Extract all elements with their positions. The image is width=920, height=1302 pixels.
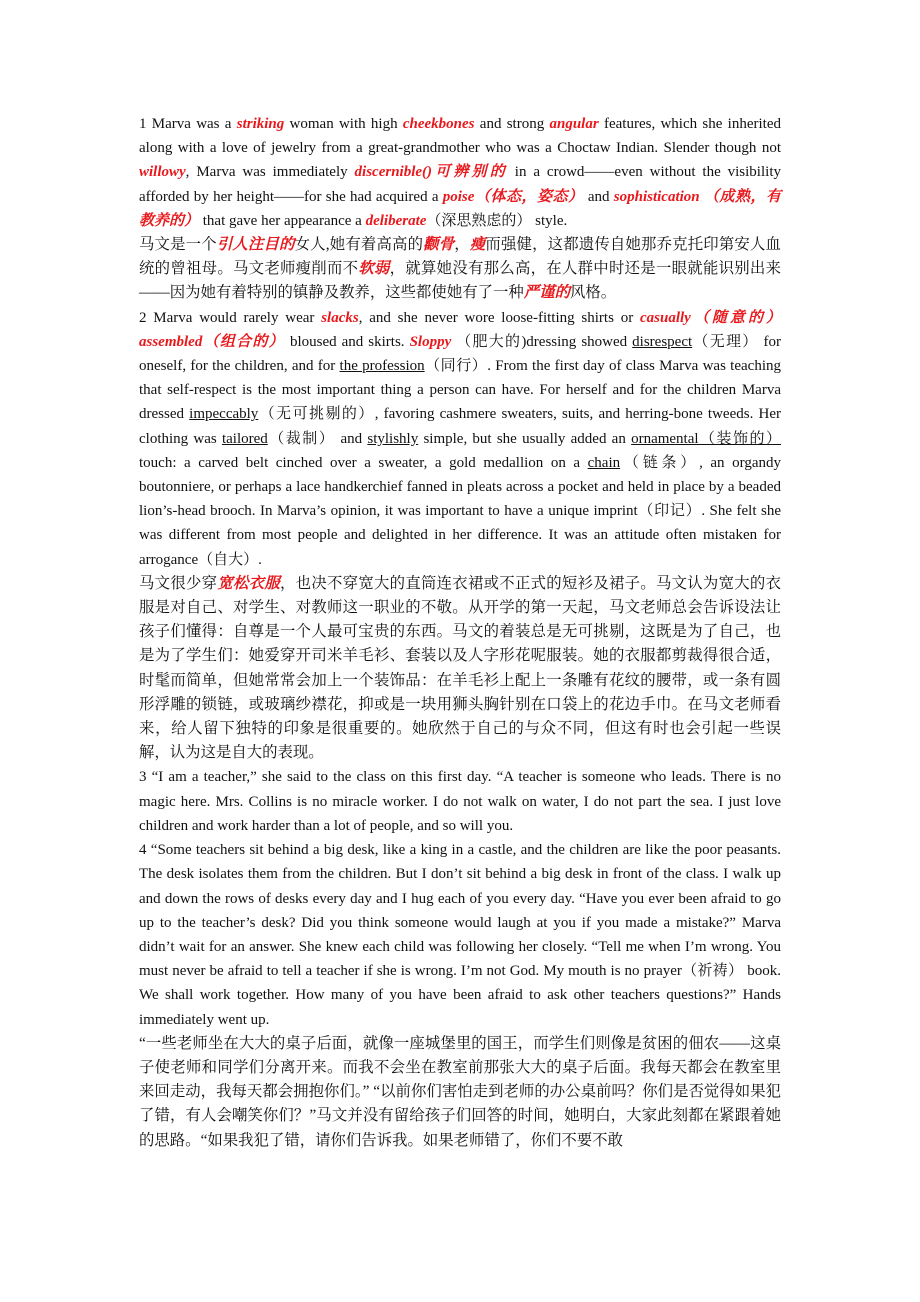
keyword: cheekbones: [402, 116, 475, 132]
paragraph-2-english: 2 Marva would rarely wear slacks, and she never wore loose-fitting shirts or casually（随意的） assembled（组合的） bloused and skirts. Sloppy （肥大的)dressing showed disrespect（无理） for oneself, for the children, and for the profession（同行）. From the first day of class Marva was teaching that self-respect is the most important thing a person can have. For herself and for the children Marva dressed impeccably（无可挑剔的）, favoring cashmere sweaters, suits, and herring-bone tweeds. Her clothing was tailored（裁制） and stylishly simple, but she usually added an ornamental（装饰的） touch: a carved belt cinched over a sweater, a gold medallion on a chain（链条）, an organdy boutonniere, or perhaps a lace handkerchief fanned in pleats across a pocket and held in place by a beaded lion’s-head brooch. In Marva’s opinion, it was important to have a unique imprint（印记）. She felt she was different from most people and delighted in her difference. It was an attitude often mistaken for arrogance（自大）.: [139, 309, 781, 568]
keyword: deliberate: [365, 212, 427, 229]
paragraph-1-english: 1 Marva was a striking woman with high cheekbones and strong angular features, which she inherited along with a love of jewelry from a great-grandmother who was a Choctaw Indian. Slender though not willowy, Marva was immediately discernible()可辨别的 in a crowd——even without the visibility afforded by her height——for she had acquired a poise（体态，姿态） and sophistication （成熟，有教养的） that gave her appearance a deliberate（深思熟虑的） style.: [139, 116, 781, 229]
keyword: discernible()可辨别的: [354, 164, 508, 181]
underlined-term: the profession: [339, 358, 425, 375]
keyword: poise（体态，姿态）: [442, 188, 584, 205]
paragraph-3-english: 3 “I am a teacher,” she said to the class on this first day. “A teacher is someone who leads. There is no magic here. Mrs. Collins is no miracle worker. I do not walk on water, I do not part the sea. I just love children and work harder than a lot of people, and so will you.: [139, 769, 781, 834]
keyword: sophistication （成熟，有教养的）: [139, 188, 781, 229]
underlined-term: tailored: [221, 430, 268, 447]
keyword: 颧骨: [423, 236, 455, 254]
keyword: 严谨的: [523, 284, 570, 302]
keyword: casually（随意的） assembled（组合的）: [139, 309, 781, 350]
paragraph-4-chinese: “一些老师坐在大大的桌子后面，就像一座城堡里的国王，而学生们则像是贫困的佃农——这桌子使老师和同学们分离开来。而我不会坐在教室前那张大大的桌子后面。我每天都会在教室里来回走动，我每天都会拥抱你们。” “以前你们害怕走到老师的办公桌前吗？你们是否觉得如果犯了错，有人会嘲笑你们？”马文并没有留给孩子们回答的时间，她明白，大家此刻都在紧跟着她的思路。“如果我犯了错，请你们告诉我。如果老师错了，你们不要不敢: [139, 1034, 781, 1149]
keyword: angular: [549, 116, 599, 132]
underlined-term: impeccably: [189, 406, 259, 423]
keyword: slacks: [321, 309, 359, 326]
keyword: 软弱: [358, 260, 390, 278]
paragraph-1-chinese: 马文是一个引人注目的女人,她有着高高的颧骨，瘦而强健，这都遗传自她那乔克托印第安人血统的曾祖母。马文老师瘦削而不软弱，就算她没有那么高，在人群中时还是一眼就能识别出来——因为她有着特别的镇静及教养，这些都使她有了一种严谨的风格。: [139, 236, 781, 302]
paragraph-2-chinese: 马文很少穿宽松衣服，也决不穿宽大的直筒连衣裙或不正式的短衫及裙子。马文认为宽大的衣服是对自己、对学生、对教师这一职业的不敬。从开学的第一天起，马文老师总会告诉设法让孩子们懂得：自尊是一个人最可宝贵的东西。马文的着装总是无可挑剔，这既是为了自己，也是为了学生们：她爱穿开司米羊毛衫、套装以及人字形花呢服装。她的衣服都剪裁得很合适，时髦而简单，但她常常会加上一个装饰品：在羊毛衫上配上一条雕有花纹的腰带，或一条有圆形浮雕的锁链，或玻璃纱襟花，抑或是一块用狮头胸针别在口袋上的花边手巾。在马文老师看来，给人留下独特的印象是很重要的。她欣然于自己的与众不同，但这有时也会引起一些误解，认为这是自大的表现。: [139, 574, 781, 762]
underlined-term: ornamental（装饰的）: [631, 430, 781, 447]
keyword: 瘦: [469, 236, 486, 254]
paragraph-4-english: 4 “Some teachers sit behind a big desk, like a king in a castle, and the children are like the poor peasants. The desk isolates them from the children. But I don’t sit behind a big desk in front of the class. I walk up and down the rows of desks every day and I hug each of you every day. “Have you ever been afraid to go up to the teacher’s desk? Did you think someone would laugh at you if you made a mistake?” Marva didn’t wait for an answer. She knew each child was following her closely. “Tell me when I’m wrong. You must never be afraid to tell a teacher if she is wrong. I’m not God. My mouth is no prayer（祈祷） book. We shall work together. How many of you have been afraid to ask other teachers questions?” Hands immediately went up.: [139, 842, 781, 1028]
keyword: willowy: [139, 164, 186, 181]
underlined-term: stylishly: [367, 430, 419, 447]
document-page: [139, 112, 781, 1153]
keyword: 引人注目的: [216, 236, 295, 254]
underlined-term: chain: [587, 454, 621, 471]
keyword: striking: [236, 116, 285, 132]
underlined-term: disrespect: [632, 333, 693, 350]
keyword: Sloppy: [409, 333, 452, 350]
keyword: 宽松衣服: [217, 574, 280, 592]
